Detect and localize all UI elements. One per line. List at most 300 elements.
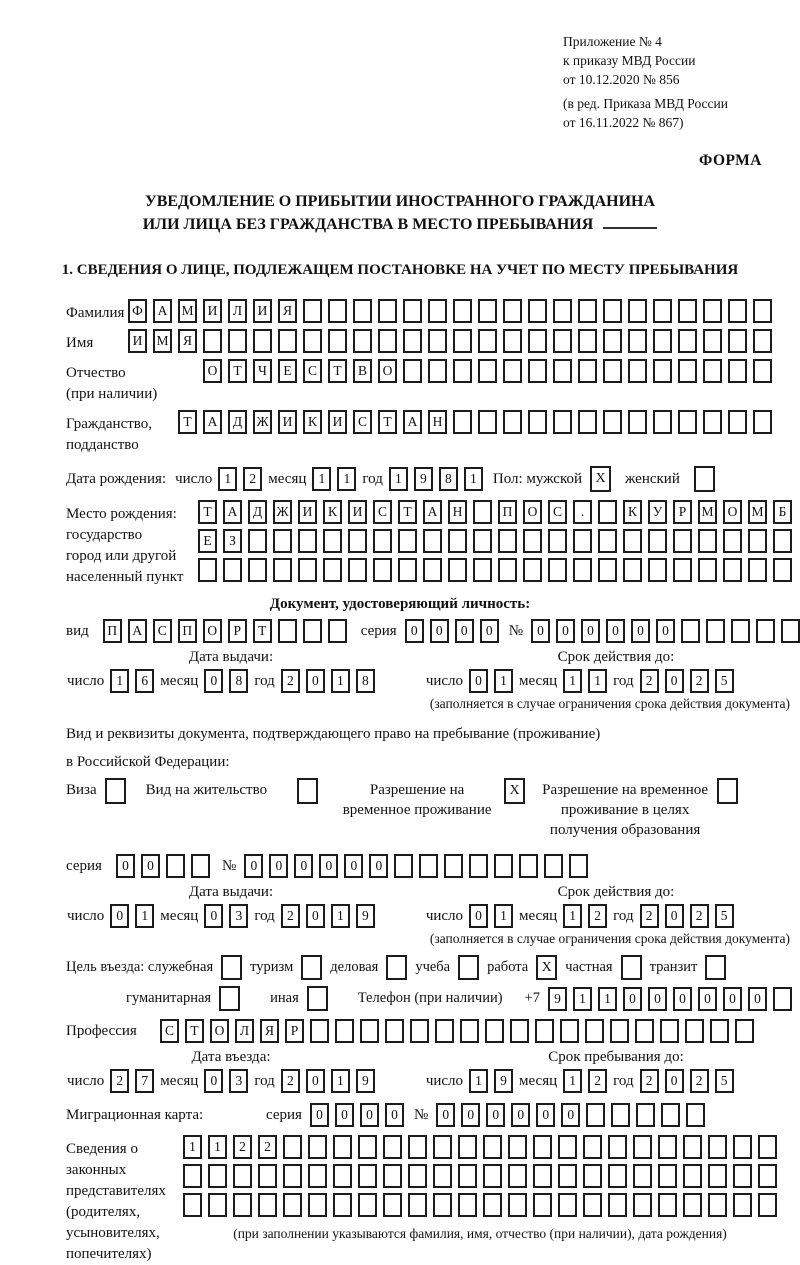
char-cell[interactable]: 0 — [698, 987, 717, 1011]
char-cell[interactable] — [458, 1135, 477, 1159]
char-cell[interactable]: С — [160, 1019, 179, 1043]
char-cell[interactable] — [648, 558, 667, 582]
char-cell[interactable]: 0 — [430, 619, 449, 643]
char-cell[interactable] — [773, 558, 792, 582]
char-cell[interactable] — [333, 1193, 352, 1217]
char-cell[interactable] — [661, 1103, 680, 1127]
char-cell[interactable]: 0 — [306, 904, 325, 928]
char-cell[interactable]: Н — [428, 410, 447, 434]
char-cell[interactable] — [728, 299, 747, 323]
char-cell[interactable]: М — [178, 299, 197, 323]
char-cell[interactable]: 0 — [665, 904, 684, 928]
char-cell[interactable] — [708, 1193, 727, 1217]
char-cell[interactable] — [585, 1019, 604, 1043]
char-cell[interactable]: О — [210, 1019, 229, 1043]
char-cell[interactable] — [598, 529, 617, 553]
char-cell[interactable] — [633, 1164, 652, 1188]
char-cell[interactable] — [635, 1019, 654, 1043]
char-cell[interactable] — [408, 1135, 427, 1159]
char-cell[interactable]: 1 — [331, 904, 350, 928]
char-cell[interactable]: А — [403, 410, 422, 434]
char-cell[interactable] — [623, 529, 642, 553]
char-cell[interactable]: Е — [198, 529, 217, 553]
char-cell[interactable] — [258, 1193, 277, 1217]
char-cell[interactable] — [723, 529, 742, 553]
char-cell[interactable] — [528, 410, 547, 434]
char-cell[interactable] — [653, 299, 672, 323]
char-cell[interactable] — [508, 1135, 527, 1159]
char-cell[interactable]: Е — [278, 359, 297, 383]
char-cell[interactable]: 0 — [405, 619, 424, 643]
char-cell[interactable]: П — [498, 500, 517, 524]
char-cell[interactable]: 1 — [183, 1135, 202, 1159]
char-cell[interactable] — [328, 299, 347, 323]
char-cell[interactable] — [653, 329, 672, 353]
char-cell[interactable] — [533, 1193, 552, 1217]
char-cell[interactable] — [678, 329, 697, 353]
char-cell[interactable]: 1 — [464, 467, 483, 491]
char-cell[interactable] — [478, 359, 497, 383]
char-cell[interactable] — [573, 558, 592, 582]
char-cell[interactable] — [283, 1135, 302, 1159]
char-cell[interactable] — [553, 410, 572, 434]
char-cell[interactable] — [423, 529, 442, 553]
char-cell[interactable] — [428, 329, 447, 353]
char-cell[interactable]: 1 — [337, 467, 356, 491]
char-cell[interactable]: 1 — [573, 987, 592, 1011]
char-cell[interactable] — [328, 619, 347, 643]
char-cell[interactable] — [733, 1135, 752, 1159]
char-cell[interactable]: 2 — [281, 669, 300, 693]
char-cell[interactable] — [473, 500, 492, 524]
char-cell[interactable]: Т — [178, 410, 197, 434]
char-cell[interactable] — [283, 1164, 302, 1188]
char-cell[interactable] — [586, 1103, 605, 1127]
char-cell[interactable] — [198, 558, 217, 582]
char-cell[interactable] — [508, 1164, 527, 1188]
char-cell[interactable]: К — [303, 410, 322, 434]
char-cell[interactable]: П — [178, 619, 197, 643]
char-cell[interactable]: 0 — [360, 1103, 379, 1127]
purpose-private-checkbox[interactable] — [621, 955, 642, 980]
char-cell[interactable]: 0 — [455, 619, 474, 643]
char-cell[interactable]: 2 — [640, 904, 659, 928]
char-cell[interactable] — [781, 619, 800, 643]
char-cell[interactable] — [685, 1019, 704, 1043]
char-cell[interactable]: . — [573, 500, 592, 524]
char-cell[interactable]: Т — [328, 359, 347, 383]
char-cell[interactable]: Л — [228, 299, 247, 323]
char-cell[interactable]: Б — [773, 500, 792, 524]
char-cell[interactable]: 7 — [135, 1069, 154, 1093]
char-cell[interactable]: 1 — [110, 669, 129, 693]
char-cell[interactable]: В — [353, 359, 372, 383]
char-cell[interactable] — [735, 1019, 754, 1043]
char-cell[interactable]: 9 — [494, 1069, 513, 1093]
purpose-official-checkbox[interactable] — [221, 955, 242, 980]
char-cell[interactable] — [233, 1193, 252, 1217]
char-cell[interactable]: З — [223, 529, 242, 553]
char-cell[interactable]: Ф — [128, 299, 147, 323]
char-cell[interactable] — [469, 854, 488, 878]
char-cell[interactable] — [485, 1019, 504, 1043]
char-cell[interactable] — [385, 1019, 404, 1043]
char-cell[interactable] — [603, 410, 622, 434]
char-cell[interactable] — [748, 558, 767, 582]
char-cell[interactable]: 0 — [631, 619, 650, 643]
char-cell[interactable] — [578, 410, 597, 434]
char-cell[interactable]: 0 — [511, 1103, 530, 1127]
char-cell[interactable]: Я — [178, 329, 197, 353]
purpose-other-checkbox[interactable] — [307, 986, 328, 1011]
char-cell[interactable]: П — [103, 619, 122, 643]
char-cell[interactable] — [710, 1019, 729, 1043]
male-checkbox[interactable]: X — [590, 466, 611, 492]
char-cell[interactable]: 0 — [469, 669, 488, 693]
char-cell[interactable] — [623, 558, 642, 582]
char-cell[interactable] — [686, 1103, 705, 1127]
char-cell[interactable] — [683, 1193, 702, 1217]
char-cell[interactable]: 0 — [294, 854, 313, 878]
char-cell[interactable] — [398, 558, 417, 582]
char-cell[interactable]: 0 — [436, 1103, 455, 1127]
char-cell[interactable] — [628, 329, 647, 353]
char-cell[interactable] — [528, 359, 547, 383]
char-cell[interactable] — [636, 1103, 655, 1127]
char-cell[interactable]: 0 — [244, 854, 263, 878]
char-cell[interactable]: 9 — [356, 904, 375, 928]
char-cell[interactable]: Р — [285, 1019, 304, 1043]
char-cell[interactable] — [578, 299, 597, 323]
char-cell[interactable] — [658, 1164, 677, 1188]
edu-permit-checkbox[interactable] — [717, 778, 738, 804]
char-cell[interactable] — [535, 1019, 554, 1043]
char-cell[interactable]: 0 — [204, 1069, 223, 1093]
char-cell[interactable] — [583, 1193, 602, 1217]
char-cell[interactable] — [708, 1135, 727, 1159]
char-cell[interactable] — [528, 329, 547, 353]
char-cell[interactable] — [708, 1164, 727, 1188]
char-cell[interactable] — [598, 500, 617, 524]
char-cell[interactable]: 0 — [623, 987, 642, 1011]
char-cell[interactable] — [248, 558, 267, 582]
char-cell[interactable] — [503, 359, 522, 383]
char-cell[interactable]: Я — [260, 1019, 279, 1043]
char-cell[interactable] — [353, 299, 372, 323]
char-cell[interactable] — [758, 1193, 777, 1217]
char-cell[interactable]: О — [723, 500, 742, 524]
char-cell[interactable] — [453, 410, 472, 434]
char-cell[interactable] — [308, 1135, 327, 1159]
char-cell[interactable] — [448, 529, 467, 553]
char-cell[interactable] — [683, 1135, 702, 1159]
char-cell[interactable] — [278, 329, 297, 353]
char-cell[interactable] — [544, 854, 563, 878]
char-cell[interactable] — [753, 299, 772, 323]
char-cell[interactable]: 0 — [369, 854, 388, 878]
char-cell[interactable]: 0 — [319, 854, 338, 878]
char-cell[interactable]: С — [373, 500, 392, 524]
char-cell[interactable] — [683, 1164, 702, 1188]
char-cell[interactable] — [308, 1193, 327, 1217]
char-cell[interactable]: 2 — [640, 1069, 659, 1093]
char-cell[interactable] — [273, 558, 292, 582]
char-cell[interactable]: 9 — [548, 987, 567, 1011]
char-cell[interactable]: Ч — [253, 359, 272, 383]
char-cell[interactable] — [658, 1135, 677, 1159]
char-cell[interactable] — [358, 1135, 377, 1159]
char-cell[interactable] — [508, 1193, 527, 1217]
char-cell[interactable] — [483, 1135, 502, 1159]
char-cell[interactable]: 2 — [588, 904, 607, 928]
char-cell[interactable] — [458, 1193, 477, 1217]
char-cell[interactable] — [403, 299, 422, 323]
char-cell[interactable]: С — [548, 500, 567, 524]
char-cell[interactable] — [303, 329, 322, 353]
char-cell[interactable]: 0 — [606, 619, 625, 643]
char-cell[interactable] — [478, 410, 497, 434]
char-cell[interactable] — [678, 359, 697, 383]
char-cell[interactable] — [553, 359, 572, 383]
char-cell[interactable] — [723, 558, 742, 582]
char-cell[interactable]: К — [323, 500, 342, 524]
char-cell[interactable] — [703, 359, 722, 383]
char-cell[interactable]: 2 — [243, 467, 262, 491]
char-cell[interactable] — [191, 854, 210, 878]
char-cell[interactable] — [333, 1164, 352, 1188]
char-cell[interactable]: 1 — [598, 987, 617, 1011]
char-cell[interactable] — [328, 329, 347, 353]
char-cell[interactable]: 0 — [461, 1103, 480, 1127]
char-cell[interactable] — [731, 619, 750, 643]
char-cell[interactable] — [733, 1164, 752, 1188]
char-cell[interactable] — [278, 619, 297, 643]
char-cell[interactable]: 0 — [469, 904, 488, 928]
char-cell[interactable] — [608, 1193, 627, 1217]
char-cell[interactable]: С — [353, 410, 372, 434]
char-cell[interactable] — [753, 329, 772, 353]
char-cell[interactable] — [458, 1164, 477, 1188]
char-cell[interactable]: 1 — [312, 467, 331, 491]
char-cell[interactable] — [698, 558, 717, 582]
temp-permit-checkbox[interactable]: X — [504, 778, 525, 804]
char-cell[interactable]: 0 — [204, 669, 223, 693]
char-cell[interactable]: 1 — [469, 1069, 488, 1093]
char-cell[interactable]: О — [523, 500, 542, 524]
char-cell[interactable]: Д — [248, 500, 267, 524]
char-cell[interactable] — [183, 1193, 202, 1217]
char-cell[interactable]: 0 — [723, 987, 742, 1011]
char-cell[interactable] — [558, 1164, 577, 1188]
char-cell[interactable] — [308, 1164, 327, 1188]
char-cell[interactable]: Н — [448, 500, 467, 524]
char-cell[interactable] — [681, 619, 700, 643]
char-cell[interactable] — [758, 1164, 777, 1188]
char-cell[interactable] — [648, 529, 667, 553]
char-cell[interactable] — [348, 529, 367, 553]
char-cell[interactable] — [403, 329, 422, 353]
char-cell[interactable] — [628, 410, 647, 434]
char-cell[interactable] — [633, 1135, 652, 1159]
char-cell[interactable] — [503, 299, 522, 323]
char-cell[interactable]: А — [128, 619, 147, 643]
char-cell[interactable]: 0 — [141, 854, 160, 878]
char-cell[interactable]: У — [648, 500, 667, 524]
char-cell[interactable]: М — [748, 500, 767, 524]
char-cell[interactable]: 0 — [536, 1103, 555, 1127]
char-cell[interactable]: 0 — [310, 1103, 329, 1127]
char-cell[interactable] — [383, 1193, 402, 1217]
purpose-business-checkbox[interactable] — [386, 955, 407, 980]
char-cell[interactable] — [533, 1164, 552, 1188]
char-cell[interactable] — [706, 619, 725, 643]
char-cell[interactable] — [348, 558, 367, 582]
char-cell[interactable] — [573, 529, 592, 553]
char-cell[interactable] — [633, 1193, 652, 1217]
residence-permit-checkbox[interactable] — [297, 778, 318, 804]
char-cell[interactable] — [758, 1135, 777, 1159]
char-cell[interactable]: 0 — [335, 1103, 354, 1127]
char-cell[interactable] — [335, 1019, 354, 1043]
char-cell[interactable]: А — [153, 299, 172, 323]
char-cell[interactable]: 0 — [556, 619, 575, 643]
char-cell[interactable]: 5 — [715, 1069, 734, 1093]
char-cell[interactable]: М — [698, 500, 717, 524]
char-cell[interactable]: М — [153, 329, 172, 353]
char-cell[interactable]: Р — [673, 500, 692, 524]
char-cell[interactable]: И — [278, 410, 297, 434]
char-cell[interactable]: 1 — [218, 467, 237, 491]
char-cell[interactable]: 0 — [656, 619, 675, 643]
char-cell[interactable]: 2 — [588, 1069, 607, 1093]
visa-checkbox[interactable] — [105, 778, 126, 804]
purpose-work-checkbox[interactable]: X — [536, 955, 557, 980]
char-cell[interactable] — [583, 1164, 602, 1188]
char-cell[interactable] — [733, 1193, 752, 1217]
char-cell[interactable]: 0 — [385, 1103, 404, 1127]
char-cell[interactable]: А — [423, 500, 442, 524]
char-cell[interactable] — [448, 558, 467, 582]
char-cell[interactable] — [398, 529, 417, 553]
char-cell[interactable] — [703, 329, 722, 353]
char-cell[interactable] — [703, 410, 722, 434]
char-cell[interactable]: 1 — [135, 904, 154, 928]
char-cell[interactable] — [310, 1019, 329, 1043]
char-cell[interactable]: 0 — [665, 669, 684, 693]
char-cell[interactable] — [628, 359, 647, 383]
char-cell[interactable]: И — [203, 299, 222, 323]
char-cell[interactable] — [473, 558, 492, 582]
char-cell[interactable] — [383, 1164, 402, 1188]
char-cell[interactable]: А — [203, 410, 222, 434]
char-cell[interactable]: И — [348, 500, 367, 524]
char-cell[interactable] — [773, 987, 792, 1011]
char-cell[interactable]: 0 — [204, 904, 223, 928]
char-cell[interactable]: О — [203, 619, 222, 643]
char-cell[interactable]: 1 — [563, 669, 582, 693]
char-cell[interactable] — [258, 1164, 277, 1188]
char-cell[interactable] — [678, 410, 697, 434]
char-cell[interactable]: Т — [228, 359, 247, 383]
char-cell[interactable]: 1 — [563, 1069, 582, 1093]
char-cell[interactable]: О — [203, 359, 222, 383]
char-cell[interactable] — [360, 1019, 379, 1043]
char-cell[interactable] — [444, 854, 463, 878]
char-cell[interactable] — [473, 529, 492, 553]
char-cell[interactable]: 0 — [480, 619, 499, 643]
char-cell[interactable] — [503, 410, 522, 434]
char-cell[interactable] — [378, 299, 397, 323]
purpose-tourism-checkbox[interactable] — [301, 955, 322, 980]
char-cell[interactable] — [433, 1135, 452, 1159]
purpose-humanitarian-checkbox[interactable] — [219, 986, 240, 1011]
char-cell[interactable] — [753, 359, 772, 383]
char-cell[interactable] — [603, 359, 622, 383]
char-cell[interactable] — [298, 558, 317, 582]
char-cell[interactable]: Я — [278, 299, 297, 323]
char-cell[interactable]: 0 — [648, 987, 667, 1011]
char-cell[interactable] — [510, 1019, 529, 1043]
char-cell[interactable] — [673, 529, 692, 553]
char-cell[interactable]: 0 — [116, 854, 135, 878]
char-cell[interactable] — [583, 1135, 602, 1159]
char-cell[interactable]: Ж — [273, 500, 292, 524]
char-cell[interactable] — [433, 1193, 452, 1217]
char-cell[interactable]: 0 — [306, 1069, 325, 1093]
char-cell[interactable] — [323, 529, 342, 553]
char-cell[interactable]: 2 — [690, 1069, 709, 1093]
char-cell[interactable] — [728, 359, 747, 383]
char-cell[interactable]: 0 — [748, 987, 767, 1011]
char-cell[interactable] — [333, 1135, 352, 1159]
char-cell[interactable] — [223, 558, 242, 582]
char-cell[interactable]: О — [378, 359, 397, 383]
char-cell[interactable] — [478, 299, 497, 323]
char-cell[interactable] — [233, 1164, 252, 1188]
char-cell[interactable] — [598, 558, 617, 582]
char-cell[interactable] — [608, 1164, 627, 1188]
char-cell[interactable] — [528, 299, 547, 323]
char-cell[interactable]: И — [298, 500, 317, 524]
char-cell[interactable] — [253, 329, 272, 353]
char-cell[interactable] — [303, 619, 322, 643]
char-cell[interactable] — [248, 529, 267, 553]
char-cell[interactable]: 0 — [665, 1069, 684, 1093]
char-cell[interactable]: 2 — [281, 1069, 300, 1093]
char-cell[interactable]: 2 — [258, 1135, 277, 1159]
char-cell[interactable] — [483, 1164, 502, 1188]
char-cell[interactable]: А — [223, 500, 242, 524]
char-cell[interactable] — [519, 854, 538, 878]
char-cell[interactable] — [453, 329, 472, 353]
char-cell[interactable] — [653, 410, 672, 434]
char-cell[interactable] — [658, 1193, 677, 1217]
char-cell[interactable] — [183, 1164, 202, 1188]
char-cell[interactable] — [435, 1019, 454, 1043]
char-cell[interactable] — [503, 329, 522, 353]
char-cell[interactable] — [678, 299, 697, 323]
char-cell[interactable] — [483, 1193, 502, 1217]
char-cell[interactable]: 0 — [269, 854, 288, 878]
char-cell[interactable]: 0 — [344, 854, 363, 878]
char-cell[interactable] — [394, 854, 413, 878]
char-cell[interactable] — [558, 1135, 577, 1159]
char-cell[interactable] — [523, 529, 542, 553]
char-cell[interactable]: 1 — [588, 669, 607, 693]
char-cell[interactable] — [383, 1135, 402, 1159]
char-cell[interactable]: Т — [398, 500, 417, 524]
purpose-transit-checkbox[interactable] — [705, 955, 726, 980]
